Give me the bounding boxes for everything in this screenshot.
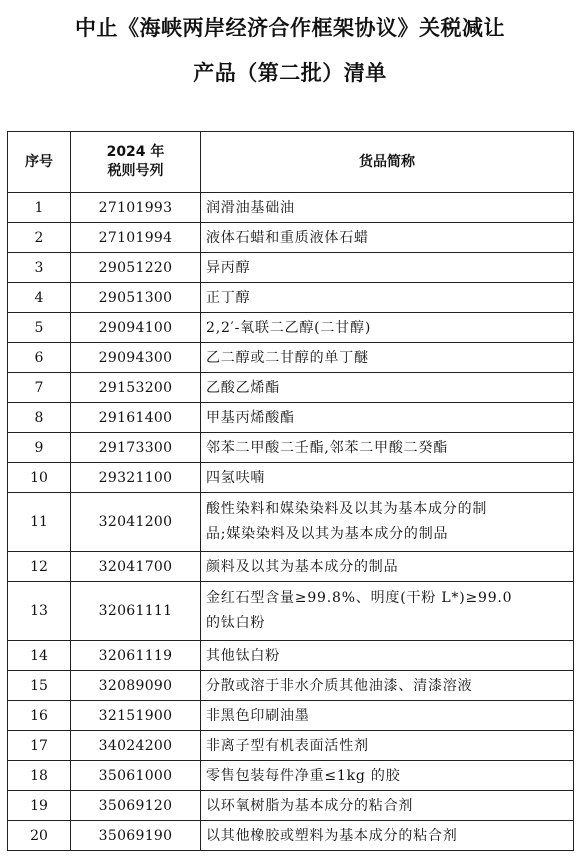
goods-name-line-1: 金红石型含量≥99.8%、明度(干粉 L*)≥99.0 (206, 590, 513, 606)
goods-name-cell: 乙二醇或二甘醇的单丁醚 (201, 343, 574, 373)
table-row (8, 821, 574, 851)
tariff-code-cell: 35061000 (71, 761, 201, 791)
serial-number-cell: 13 (8, 582, 71, 641)
serial-number-cell: 10 (8, 463, 71, 493)
table-row (8, 552, 574, 582)
tariff-code-cell: 29173300 (71, 433, 201, 463)
table-row (8, 223, 574, 253)
table-row (8, 193, 574, 223)
goods-name-line-2: 的钛白粉 (206, 615, 266, 631)
table-row (8, 791, 574, 821)
serial-number-cell: 16 (8, 701, 71, 731)
serial-number-cell: 15 (8, 671, 71, 701)
serial-number-cell: 9 (8, 433, 71, 463)
table-row (8, 433, 574, 463)
tariff-code-cell: 29153200 (71, 373, 201, 403)
goods-name-cell: 颜料及以其为基本成分的制品 (201, 552, 574, 582)
serial-number-cell: 17 (8, 731, 71, 761)
header-tariff-code (71, 132, 201, 193)
tariff-code-cell: 32089090 (71, 671, 201, 701)
goods-name-line-2: 品;媒染染料及以其为基本成分的制品 (206, 526, 449, 542)
tariff-code-cell: 32061111 (71, 582, 201, 641)
tariff-code-cell: 35069120 (71, 791, 201, 821)
goods-name-cell: 非离子型有机表面活性剂 (201, 731, 574, 761)
tariff-code-cell: 27101993 (71, 193, 201, 223)
serial-number-cell: 1 (8, 193, 71, 223)
table-row (8, 313, 574, 343)
goods-name-cell: 液体石蜡和重质液体石蜡 (201, 223, 574, 253)
tariff-code-cell: 32041700 (71, 552, 201, 582)
table-row (8, 761, 574, 791)
header-tariff-code-line-1: 2024 年 (106, 144, 165, 160)
goods-name-cell: 其他钛白粉 (201, 641, 574, 671)
table-row (8, 373, 574, 403)
table-row (8, 701, 574, 731)
tariff-code-cell: 35069190 (71, 821, 201, 851)
serial-number-cell: 3 (8, 253, 71, 283)
goods-name-cell: 邻苯二甲酸二壬酯,邻苯二甲酸二癸酯 (201, 433, 574, 463)
serial-number-cell: 14 (8, 641, 71, 671)
tariff-list-table (7, 131, 574, 851)
goods-name-cell (201, 493, 574, 552)
tariff-code-cell: 29161400 (71, 403, 201, 433)
goods-name-cell: 润滑油基础油 (201, 193, 574, 223)
header-tariff-code-line-2: 税则号列 (107, 163, 164, 179)
goods-name-cell: 零售包装每件净重≤1kg 的胶 (201, 761, 574, 791)
goods-name-cell: 乙酸乙烯酯 (201, 373, 574, 403)
tariff-code-cell: 29094300 (71, 343, 201, 373)
goods-name-cell: 四氢呋喃 (201, 463, 574, 493)
serial-number-cell: 7 (8, 373, 71, 403)
table-row (8, 403, 574, 433)
tariff-code-cell: 27101994 (71, 223, 201, 253)
serial-number-cell: 12 (8, 552, 71, 582)
tariff-code-cell: 29094100 (71, 313, 201, 343)
tariff-code-cell: 29051220 (71, 253, 201, 283)
table-row (8, 493, 574, 552)
tariff-code-cell: 29051300 (71, 283, 201, 313)
goods-name-cell: 以环氧树脂为基本成分的粘合剂 (201, 791, 574, 821)
goods-name-cell: 2,2′-氧联二乙醇(二甘醇) (201, 313, 574, 343)
goods-name-cell: 以其他橡胶或塑料为基本成分的粘合剂 (201, 821, 574, 851)
serial-number-cell: 19 (8, 791, 71, 821)
serial-number-cell: 2 (8, 223, 71, 253)
goods-name-cell (201, 582, 574, 641)
serial-number-cell: 20 (8, 821, 71, 851)
table-row (8, 283, 574, 313)
table-row (8, 343, 574, 373)
tariff-code-cell: 29321100 (71, 463, 201, 493)
serial-number-cell: 5 (8, 313, 71, 343)
goods-name-cell: 非黑色印刷油墨 (201, 701, 574, 731)
tariff-code-cell: 32151900 (71, 701, 201, 731)
goods-name-cell: 甲基丙烯酸酯 (201, 403, 574, 433)
tariff-code-cell: 34024200 (71, 731, 201, 761)
table-row (8, 253, 574, 283)
goods-name-cell: 分散或溶于非水介质其他油漆、清漆溶液 (201, 671, 574, 701)
tariff-code-cell: 32041200 (71, 493, 201, 552)
serial-number-cell: 18 (8, 761, 71, 791)
table-row (8, 582, 574, 641)
serial-number-cell: 8 (8, 403, 71, 433)
goods-name-line-1: 酸性染料和媒染染料及以其为基本成分的制 (206, 501, 488, 517)
table-row (8, 671, 574, 701)
goods-name-cell: 正丁醇 (201, 283, 574, 313)
goods-name-cell: 异丙醇 (201, 253, 574, 283)
header-goods-name: 货品简称 (201, 132, 574, 193)
table-row (8, 731, 574, 761)
serial-number-cell: 11 (8, 493, 71, 552)
table-header-row (8, 132, 574, 193)
table-row (8, 641, 574, 671)
document-title-line-1: 中止《海峡两岸经济合作框架协议》关税减让 (75, 16, 505, 40)
header-serial-number: 序号 (8, 132, 71, 193)
serial-number-cell: 4 (8, 283, 71, 313)
tariff-code-cell: 32061119 (71, 641, 201, 671)
table-row (8, 463, 574, 493)
document-title-line-2: 产品（第二批）清单 (193, 61, 387, 85)
serial-number-cell: 6 (8, 343, 71, 373)
